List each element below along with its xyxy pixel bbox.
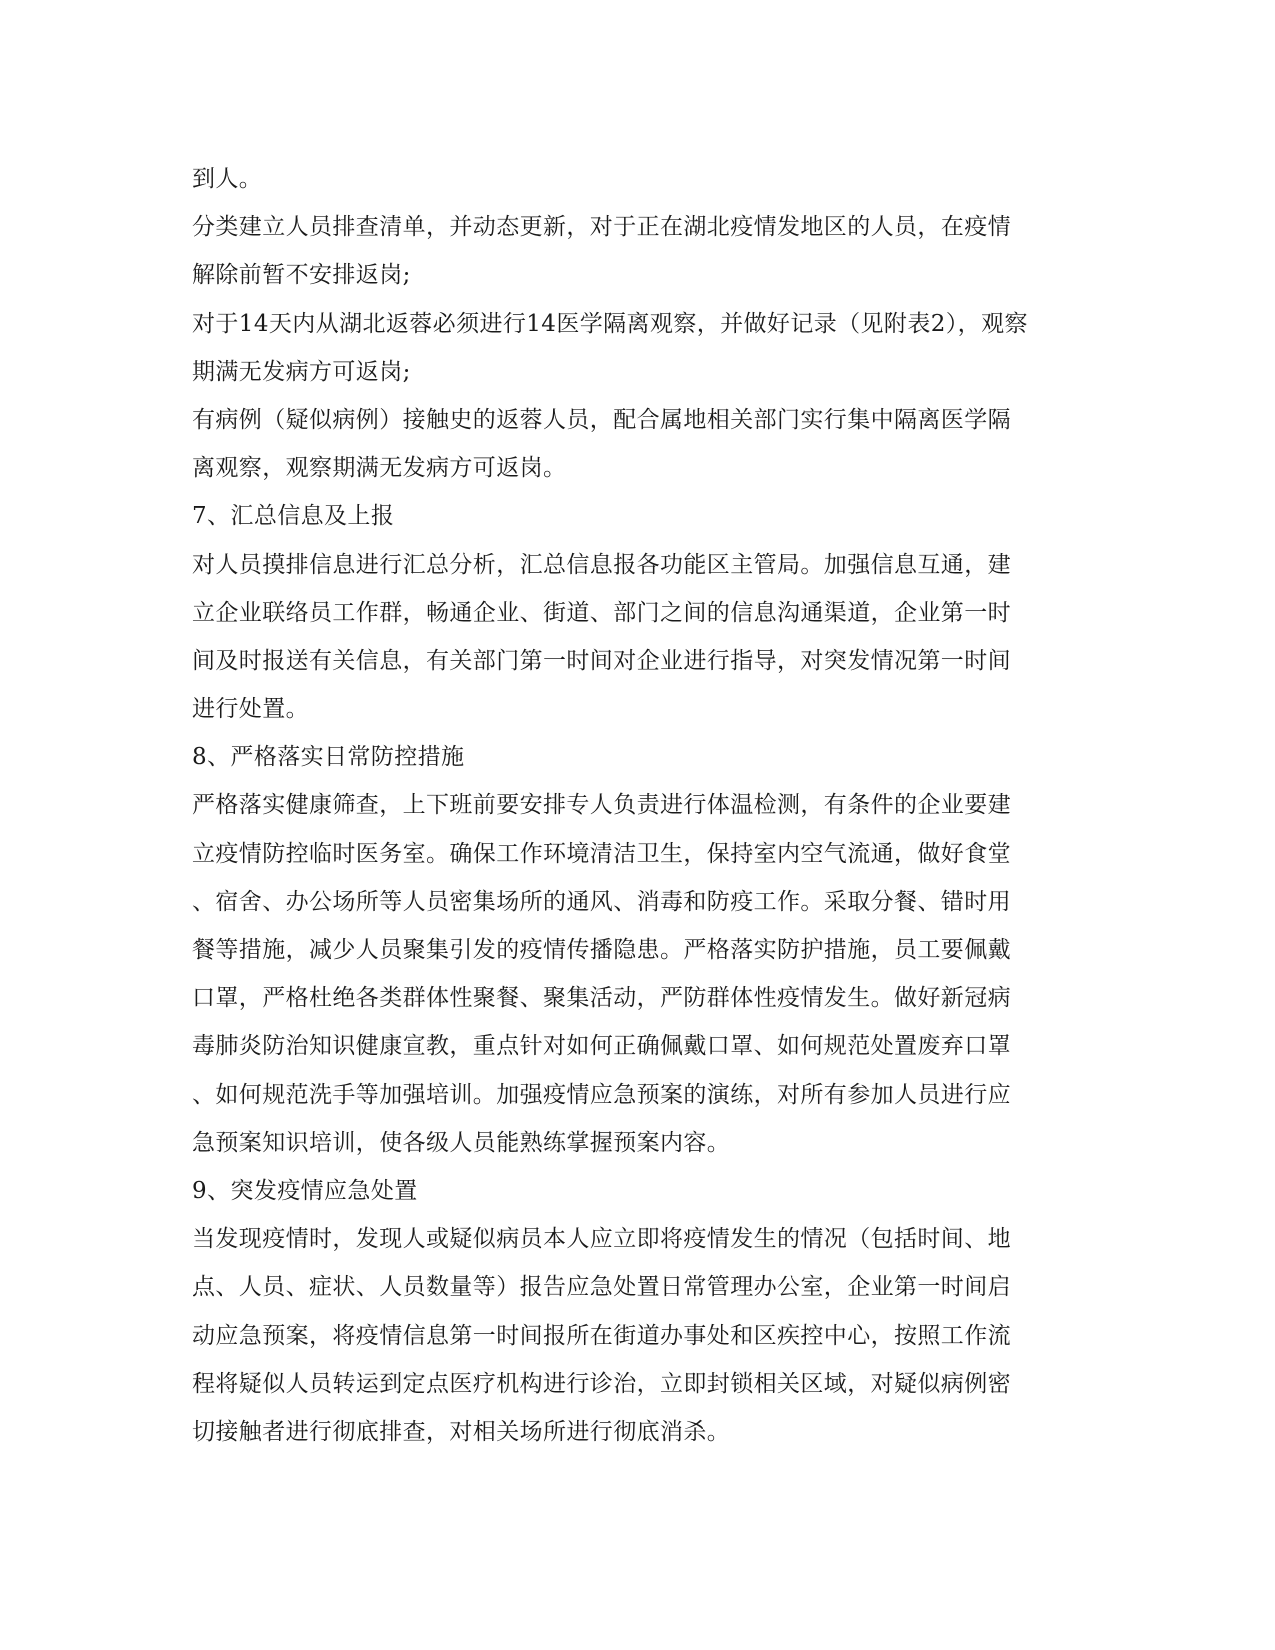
text-line: 对于14天内从湖北返蓉必须进行14医学隔离观察，并做好记录（见附表2），观察 bbox=[192, 310, 1028, 337]
text-line: 口罩，严格杜绝各类群体性聚餐、聚集活动，严防群体性疫情发生。做好新冠病 bbox=[192, 985, 1011, 1012]
text-line: 离观察，观察期满无发病方可返岗。 bbox=[192, 455, 567, 482]
text-line: 餐等措施，减少人员聚集引发的疫情传播隐患。严格落实防护措施，员工要佩戴 bbox=[192, 937, 1011, 963]
text-line: 期满无发病方可返岗; bbox=[192, 358, 411, 385]
text-line: 到人。 bbox=[192, 166, 263, 192]
text-line: 急预案知识培训，使各级人员能熟练掌握预案内容。 bbox=[192, 1129, 731, 1156]
text-line: 对人员摸排信息进行汇总分析，汇总信息报各功能区主管局。加强信息互通，建 bbox=[192, 551, 1011, 578]
text-line: 严格落实健康筛查，上下班前要安排专人负责进行体温检测，有条件的企业要建 bbox=[192, 792, 1011, 819]
text-line: 切接触者进行彻底排查，对相关场所进行彻底消杀。 bbox=[192, 1418, 731, 1445]
text-line: 有病例（疑似病例）接触史的返蓉人员，配合属地相关部门实行集中隔离医学隔 bbox=[192, 406, 1011, 433]
text-line: 毒肺炎防治知识健康宣教，重点针对如何正确佩戴口罩、如何规范处置废弃口罩 bbox=[192, 1033, 1011, 1060]
text-line: 立企业联络员工作群，畅通企业、街道、部门之间的信息沟通渠道，企业第一时 bbox=[192, 599, 1011, 626]
section-heading-7: 7、汇总信息及上报 bbox=[192, 503, 395, 530]
text-line: 解除前暂不安排返岗; bbox=[192, 262, 411, 289]
section-heading-8: 8、严格落实日常防控措施 bbox=[192, 744, 465, 771]
document-body bbox=[192, 155, 1072, 1456]
text-line: 分类建立人员排查清单，并动态更新，对于正在湖北疫情发地区的人员，在疫情 bbox=[192, 214, 1011, 241]
text-line: 、如何规范洗手等加强培训。加强疫情应急预案的演练，对所有参加人员进行应 bbox=[192, 1081, 1011, 1108]
text-line: 程将疑似人员转运到定点医疗机构进行诊治，立即封锁相关区域，对疑似病例密 bbox=[192, 1370, 1011, 1397]
section-heading-9: 9、突发疫情应急处置 bbox=[192, 1177, 418, 1204]
text-line: 立疫情防控临时医务室。确保工作环境清洁卫生，保持室内空气流通，做好食堂 bbox=[192, 840, 1011, 867]
text-line: 、宿舍、办公场所等人员密集场所的通风、消毒和防疫工作。采取分餐、错时用 bbox=[192, 888, 1011, 915]
text-line: 动应急预案，将疫情信息第一时间报所在街道办事处和区疾控中心，按照工作流 bbox=[192, 1322, 1011, 1349]
text-line: 进行处置。 bbox=[192, 696, 309, 723]
text-line: 点、人员、症状、人员数量等）报告应急处置日常管理办公室，企业第一时间启 bbox=[192, 1274, 1011, 1301]
text-line: 间及时报送有关信息，有关部门第一时间对企业进行指导，对突发情况第一时间 bbox=[192, 647, 1011, 674]
text-line: 当发现疫情时，发现人或疑似病员本人应立即将疫情发生的情况（包括时间、地 bbox=[192, 1226, 1011, 1253]
